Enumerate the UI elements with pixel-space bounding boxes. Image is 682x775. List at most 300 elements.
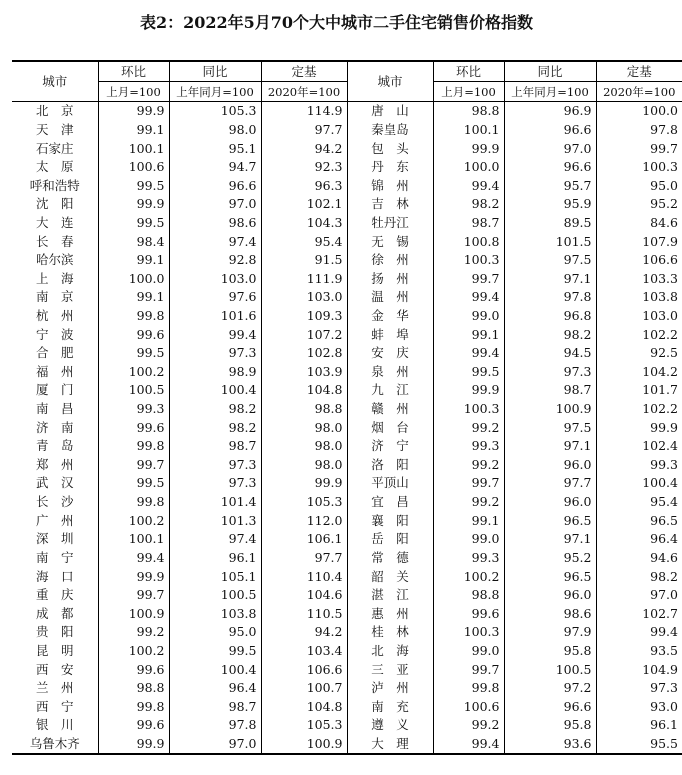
table-row: [12, 232, 682, 251]
mom-index-cell: 100.2: [433, 567, 504, 586]
table-row: [12, 511, 682, 530]
city-name-cell: 襄 阳: [347, 511, 433, 530]
yoy-index-cell: 96.0: [504, 456, 596, 475]
mom-index-cell: 99.3: [433, 549, 504, 568]
yoy-index-cell: 98.0: [169, 121, 261, 140]
mom-index-cell: 99.0: [433, 307, 504, 326]
yoy-index-cell: 97.2: [504, 679, 596, 698]
mom-index-cell: 99.5: [98, 474, 169, 493]
city-name-cell: 吉 林: [347, 195, 433, 214]
base-index-cell: 99.9: [596, 418, 682, 437]
city-name-cell: 厦 门: [35, 382, 74, 398]
city-name-cell: 九 江: [347, 381, 433, 400]
yoy-index-cell: 99.5: [169, 642, 261, 661]
city-name-cell: 上 海: [35, 270, 74, 286]
mom-index-cell: 99.2: [98, 623, 169, 642]
yoy-index-cell: 97.8: [504, 288, 596, 307]
yoy-index-cell: 97.3: [169, 344, 261, 363]
city-name-cell: 南 京: [35, 289, 74, 305]
mom-index-cell: 99.6: [433, 604, 504, 623]
base-index-cell: 94.2: [261, 623, 347, 642]
base-index-cell: 96.1: [596, 716, 682, 735]
table-row: [12, 474, 682, 493]
subheader-yoy-right: 上年同月=100: [504, 82, 596, 102]
base-index-cell: 102.4: [596, 437, 682, 456]
city-name-cell: 南 宁: [35, 549, 74, 565]
table-row: [12, 195, 682, 214]
mom-index-cell: 99.2: [433, 716, 504, 735]
yoy-index-cell: 98.7: [169, 437, 261, 456]
city-name-cell: 昆 明: [35, 642, 74, 658]
city-name-cell: 济 宁: [347, 437, 433, 456]
mom-index-cell: 99.8: [98, 493, 169, 512]
mom-index-cell: 99.0: [433, 642, 504, 661]
mom-index-cell: 99.4: [433, 176, 504, 195]
mom-index-cell: 99.9: [98, 567, 169, 586]
mom-index-cell: 100.3: [433, 623, 504, 642]
mom-index-cell: 100.3: [433, 400, 504, 419]
yoy-index-cell: 98.7: [169, 698, 261, 717]
city-name-cell: 深 圳: [35, 531, 74, 547]
base-index-cell: 114.9: [261, 102, 347, 121]
city-name-cell: 北 京: [35, 103, 74, 119]
city-name-cell: 宜 昌: [347, 493, 433, 512]
table-row: [12, 381, 682, 400]
city-name-cell: 惠 州: [347, 604, 433, 623]
yoy-index-cell: 97.5: [504, 251, 596, 270]
table-row: [12, 269, 682, 288]
city-name-cell: 唐 山: [347, 102, 433, 121]
base-index-cell: 98.2: [596, 567, 682, 586]
city-name-cell: 贵 阳: [35, 624, 74, 640]
base-index-cell: 96.3: [261, 176, 347, 195]
table-row: [12, 307, 682, 326]
subheader-mom-right: 上月=100: [433, 82, 504, 102]
mom-index-cell: 99.0: [433, 530, 504, 549]
mom-index-cell: 99.4: [433, 288, 504, 307]
city-name-cell: 扬 州: [347, 269, 433, 288]
city-name-cell: 郑 州: [35, 456, 74, 472]
base-index-cell: 97.3: [596, 679, 682, 698]
mom-index-cell: 100.6: [98, 158, 169, 177]
mom-index-cell: 100.3: [433, 251, 504, 270]
mom-index-cell: 99.1: [98, 288, 169, 307]
base-index-cell: 107.2: [261, 325, 347, 344]
table-row: [12, 567, 682, 586]
base-index-cell: 92.3: [261, 158, 347, 177]
city-name-cell: 岳 阳: [347, 530, 433, 549]
city-name-cell: 大 理: [347, 735, 433, 755]
header-yoy-left: 同比: [169, 61, 261, 82]
city-name-cell: 南 昌: [35, 401, 74, 417]
base-index-cell: 93.5: [596, 642, 682, 661]
city-name-cell: 无 锡: [347, 232, 433, 251]
mom-index-cell: 100.9: [98, 604, 169, 623]
base-index-cell: 110.5: [261, 604, 347, 623]
mom-index-cell: 99.9: [433, 381, 504, 400]
yoy-index-cell: 96.0: [504, 586, 596, 605]
mom-index-cell: 98.4: [98, 232, 169, 251]
table-row: [12, 549, 682, 568]
base-index-cell: 104.6: [261, 586, 347, 605]
mom-index-cell: 99.2: [433, 456, 504, 475]
mom-index-cell: 98.8: [433, 102, 504, 121]
mom-index-cell: 99.7: [433, 474, 504, 493]
yoy-index-cell: 96.9: [504, 102, 596, 121]
base-index-cell: 105.3: [261, 493, 347, 512]
table-row: [12, 623, 682, 642]
base-index-cell: 104.8: [261, 381, 347, 400]
base-index-cell: 92.5: [596, 344, 682, 363]
base-index-cell: 93.0: [596, 698, 682, 717]
base-index-cell: 102.2: [596, 400, 682, 419]
table-row: [12, 642, 682, 661]
mom-index-cell: 99.7: [433, 269, 504, 288]
base-index-cell: 103.0: [596, 307, 682, 326]
city-name-cell: 徐 州: [347, 251, 433, 270]
mom-index-cell: 99.7: [98, 456, 169, 475]
base-index-cell: 105.3: [261, 716, 347, 735]
yoy-index-cell: 98.9: [169, 363, 261, 382]
yoy-index-cell: 97.6: [169, 288, 261, 307]
base-index-cell: 95.4: [596, 493, 682, 512]
mom-index-cell: 99.1: [433, 511, 504, 530]
yoy-index-cell: 100.5: [504, 660, 596, 679]
table-row: [12, 698, 682, 717]
header-base-left: 定基: [261, 61, 347, 82]
table-row: [12, 679, 682, 698]
yoy-index-cell: 97.0: [169, 735, 261, 755]
yoy-index-cell: 97.9: [504, 623, 596, 642]
city-name-cell: 丹 东: [347, 158, 433, 177]
price-index-table: [12, 60, 682, 755]
yoy-index-cell: 96.1: [169, 549, 261, 568]
mom-index-cell: 99.4: [98, 549, 169, 568]
header-mom-right: 环比: [433, 61, 504, 82]
mom-index-cell: 99.9: [433, 139, 504, 158]
yoy-index-cell: 96.6: [504, 698, 596, 717]
header-city-right: 城市: [347, 61, 433, 102]
base-index-cell: 95.5: [596, 735, 682, 755]
city-name-cell: 包 头: [347, 139, 433, 158]
yoy-index-cell: 100.4: [169, 660, 261, 679]
city-name-cell: 温 州: [347, 288, 433, 307]
yoy-index-cell: 103.0: [169, 269, 261, 288]
base-index-cell: 104.2: [596, 363, 682, 382]
table-row: [12, 456, 682, 475]
city-name-cell: 三 亚: [347, 660, 433, 679]
base-index-cell: 100.0: [596, 102, 682, 121]
yoy-index-cell: 97.1: [504, 530, 596, 549]
mom-index-cell: 99.9: [98, 195, 169, 214]
base-index-cell: 104.3: [261, 214, 347, 233]
city-name-cell: 大 连: [35, 214, 74, 230]
yoy-index-cell: 97.3: [169, 456, 261, 475]
header-mom-left: 环比: [98, 61, 169, 82]
header-city-left: 城市: [12, 61, 98, 102]
base-index-cell: 97.7: [261, 549, 347, 568]
city-name-cell: 遵 义: [347, 716, 433, 735]
city-name-cell: 西 安: [35, 661, 74, 677]
base-index-cell: 98.0: [261, 418, 347, 437]
base-index-cell: 103.8: [596, 288, 682, 307]
city-name-cell: 广 州: [35, 512, 74, 528]
base-index-cell: 103.3: [596, 269, 682, 288]
table-row: [12, 493, 682, 512]
table-row: [12, 735, 682, 755]
mom-index-cell: 99.5: [433, 363, 504, 382]
yoy-index-cell: 98.7: [504, 381, 596, 400]
city-name-cell: 天 津: [35, 121, 74, 137]
base-index-cell: 100.4: [596, 474, 682, 493]
yoy-index-cell: 97.1: [504, 269, 596, 288]
city-name-cell: 合 肥: [35, 345, 74, 361]
base-index-cell: 106.6: [261, 660, 347, 679]
mom-index-cell: 99.4: [433, 344, 504, 363]
yoy-index-cell: 96.4: [169, 679, 261, 698]
mom-index-cell: 99.7: [433, 660, 504, 679]
base-index-cell: 96.5: [596, 511, 682, 530]
mom-index-cell: 98.2: [433, 195, 504, 214]
header-yoy-right: 同比: [504, 61, 596, 82]
mom-index-cell: 99.8: [98, 307, 169, 326]
city-name-cell: 武 汉: [35, 475, 74, 491]
yoy-index-cell: 100.4: [169, 381, 261, 400]
yoy-index-cell: 97.0: [169, 195, 261, 214]
base-index-cell: 97.7: [261, 121, 347, 140]
yoy-index-cell: 97.8: [169, 716, 261, 735]
base-index-cell: 98.0: [261, 456, 347, 475]
mom-index-cell: 100.1: [433, 121, 504, 140]
base-index-cell: 95.2: [596, 195, 682, 214]
yoy-index-cell: 98.2: [169, 400, 261, 419]
yoy-index-cell: 96.8: [504, 307, 596, 326]
yoy-index-cell: 94.5: [504, 344, 596, 363]
city-name-cell: 蚌 埠: [347, 325, 433, 344]
yoy-index-cell: 105.1: [169, 567, 261, 586]
table-row: [12, 102, 682, 121]
yoy-index-cell: 105.3: [169, 102, 261, 121]
base-index-cell: 95.4: [261, 232, 347, 251]
mom-index-cell: 99.6: [98, 325, 169, 344]
city-name-cell: 泉 州: [347, 363, 433, 382]
mom-index-cell: 99.5: [98, 176, 169, 195]
subheader-base-left: 2020年=100: [261, 82, 347, 102]
mom-index-cell: 99.6: [98, 716, 169, 735]
mom-index-cell: 99.3: [98, 400, 169, 419]
mom-index-cell: 99.6: [98, 660, 169, 679]
yoy-index-cell: 97.1: [504, 437, 596, 456]
mom-index-cell: 99.5: [98, 344, 169, 363]
table-row: [12, 418, 682, 437]
base-index-cell: 102.2: [596, 325, 682, 344]
city-name-cell: 烟 台: [347, 418, 433, 437]
mom-index-cell: 100.6: [433, 698, 504, 717]
city-name-cell: 湛 江: [347, 586, 433, 605]
yoy-index-cell: 98.6: [169, 214, 261, 233]
base-index-cell: 99.4: [596, 623, 682, 642]
yoy-index-cell: 96.5: [504, 511, 596, 530]
city-name-cell: 韶 关: [347, 567, 433, 586]
city-name-cell: 牡丹江: [347, 214, 433, 233]
city-name-cell: 济 南: [35, 419, 74, 435]
base-index-cell: 95.0: [596, 176, 682, 195]
city-name-cell: 乌鲁木齐: [29, 736, 80, 752]
table-row: [12, 660, 682, 679]
base-index-cell: 96.4: [596, 530, 682, 549]
base-index-cell: 99.9: [261, 474, 347, 493]
city-name-cell: 锦 州: [347, 176, 433, 195]
yoy-index-cell: 101.3: [169, 511, 261, 530]
base-index-cell: 110.4: [261, 567, 347, 586]
city-name-cell: 桂 林: [347, 623, 433, 642]
base-index-cell: 102.8: [261, 344, 347, 363]
yoy-index-cell: 101.4: [169, 493, 261, 512]
city-name-cell: 常 德: [347, 549, 433, 568]
city-name-cell: 青 岛: [35, 438, 74, 454]
mom-index-cell: 100.8: [433, 232, 504, 251]
table-row: [12, 325, 682, 344]
yoy-index-cell: 95.8: [504, 642, 596, 661]
table-row: [12, 400, 682, 419]
table-row: [12, 121, 682, 140]
base-index-cell: 104.9: [596, 660, 682, 679]
city-name-cell: 西 宁: [35, 698, 74, 714]
mom-index-cell: 100.1: [98, 530, 169, 549]
mom-index-cell: 99.6: [98, 418, 169, 437]
city-name-cell: 金 华: [347, 307, 433, 326]
base-index-cell: 103.0: [261, 288, 347, 307]
base-index-cell: 103.9: [261, 363, 347, 382]
mom-index-cell: 99.8: [98, 698, 169, 717]
mom-index-cell: 100.2: [98, 642, 169, 661]
yoy-index-cell: 97.5: [504, 418, 596, 437]
table-row: [12, 604, 682, 623]
yoy-index-cell: 95.2: [504, 549, 596, 568]
city-name-cell: 南 充: [347, 698, 433, 717]
mom-index-cell: 99.3: [433, 437, 504, 456]
header-base-right: 定基: [596, 61, 682, 82]
yoy-index-cell: 96.0: [504, 493, 596, 512]
yoy-index-cell: 95.7: [504, 176, 596, 195]
city-name-cell: 沈 阳: [35, 196, 74, 212]
yoy-index-cell: 100.5: [169, 586, 261, 605]
table-row: [12, 158, 682, 177]
table-body: [12, 102, 682, 755]
city-name-cell: 呼和浩特: [29, 177, 80, 193]
yoy-index-cell: 96.6: [504, 158, 596, 177]
mom-index-cell: 99.1: [98, 121, 169, 140]
yoy-index-cell: 95.8: [504, 716, 596, 735]
base-index-cell: 100.7: [261, 679, 347, 698]
table-row: [12, 344, 682, 363]
yoy-index-cell: 98.2: [169, 418, 261, 437]
yoy-index-cell: 97.3: [169, 474, 261, 493]
base-index-cell: 107.9: [596, 232, 682, 251]
city-name-cell: 洛 阳: [347, 456, 433, 475]
city-name-cell: 银 川: [35, 717, 74, 733]
base-index-cell: 99.3: [596, 456, 682, 475]
city-name-cell: 长 沙: [35, 494, 74, 510]
yoy-index-cell: 96.6: [504, 121, 596, 140]
yoy-index-cell: 97.4: [169, 530, 261, 549]
city-name-cell: 平顶山: [347, 474, 433, 493]
mom-index-cell: 98.8: [98, 679, 169, 698]
table-row: [12, 363, 682, 382]
table-title: 表2：2022年5月70个大中城市二手住宅销售价格指数: [139, 13, 534, 32]
yoy-index-cell: 98.2: [504, 325, 596, 344]
mom-index-cell: 100.0: [98, 269, 169, 288]
base-index-cell: 112.0: [261, 511, 347, 530]
table-row: [12, 288, 682, 307]
base-index-cell: 102.7: [596, 604, 682, 623]
city-name-cell: 海 口: [35, 568, 74, 584]
city-name-cell: 太 原: [35, 159, 74, 175]
yoy-index-cell: 98.6: [504, 604, 596, 623]
mom-index-cell: 98.8: [433, 586, 504, 605]
city-name-cell: 安 庆: [347, 344, 433, 363]
yoy-index-cell: 95.0: [169, 623, 261, 642]
subheader-mom-left: 上月=100: [98, 82, 169, 102]
table-row: [12, 716, 682, 735]
base-index-cell: 103.4: [261, 642, 347, 661]
table-row: [12, 214, 682, 233]
city-name-cell: 兰 州: [35, 680, 74, 696]
city-name-cell: 宁 波: [35, 326, 74, 342]
yoy-index-cell: 97.0: [504, 139, 596, 158]
base-index-cell: 97.0: [596, 586, 682, 605]
city-name-cell: 杭 州: [35, 308, 74, 323]
yoy-index-cell: 92.8: [169, 251, 261, 270]
base-index-cell: 97.8: [596, 121, 682, 140]
base-index-cell: 84.6: [596, 214, 682, 233]
base-index-cell: 102.1: [261, 195, 347, 214]
mom-index-cell: 99.8: [433, 679, 504, 698]
mom-index-cell: 99.5: [98, 214, 169, 233]
city-name-cell: 长 春: [35, 233, 74, 249]
mom-index-cell: 99.1: [98, 251, 169, 270]
yoy-index-cell: 101.5: [504, 232, 596, 251]
header-row: [12, 61, 682, 82]
mom-index-cell: 100.1: [98, 139, 169, 158]
yoy-index-cell: 95.9: [504, 195, 596, 214]
city-name-cell: 重 庆: [35, 587, 74, 603]
mom-index-cell: 100.2: [98, 363, 169, 382]
yoy-index-cell: 97.7: [504, 474, 596, 493]
base-index-cell: 106.1: [261, 530, 347, 549]
mom-index-cell: 100.5: [98, 381, 169, 400]
mom-index-cell: 100.2: [98, 511, 169, 530]
yoy-index-cell: 89.5: [504, 214, 596, 233]
base-index-cell: 94.6: [596, 549, 682, 568]
yoy-index-cell: 97.4: [169, 232, 261, 251]
yoy-index-cell: 96.5: [504, 567, 596, 586]
base-index-cell: 99.7: [596, 139, 682, 158]
city-name-cell: 赣 州: [347, 400, 433, 419]
city-name-cell: 哈尔滨: [35, 252, 74, 268]
base-index-cell: 94.2: [261, 139, 347, 158]
table-row: [12, 139, 682, 158]
table-row: [12, 437, 682, 456]
subheader-yoy-left: 上年同月=100: [169, 82, 261, 102]
base-index-cell: 104.8: [261, 698, 347, 717]
yoy-index-cell: 94.7: [169, 158, 261, 177]
yoy-index-cell: 101.6: [169, 307, 261, 326]
city-name-cell: 石家庄: [35, 140, 74, 156]
base-index-cell: 98.0: [261, 437, 347, 456]
mom-index-cell: 98.7: [433, 214, 504, 233]
mom-index-cell: 99.1: [433, 325, 504, 344]
